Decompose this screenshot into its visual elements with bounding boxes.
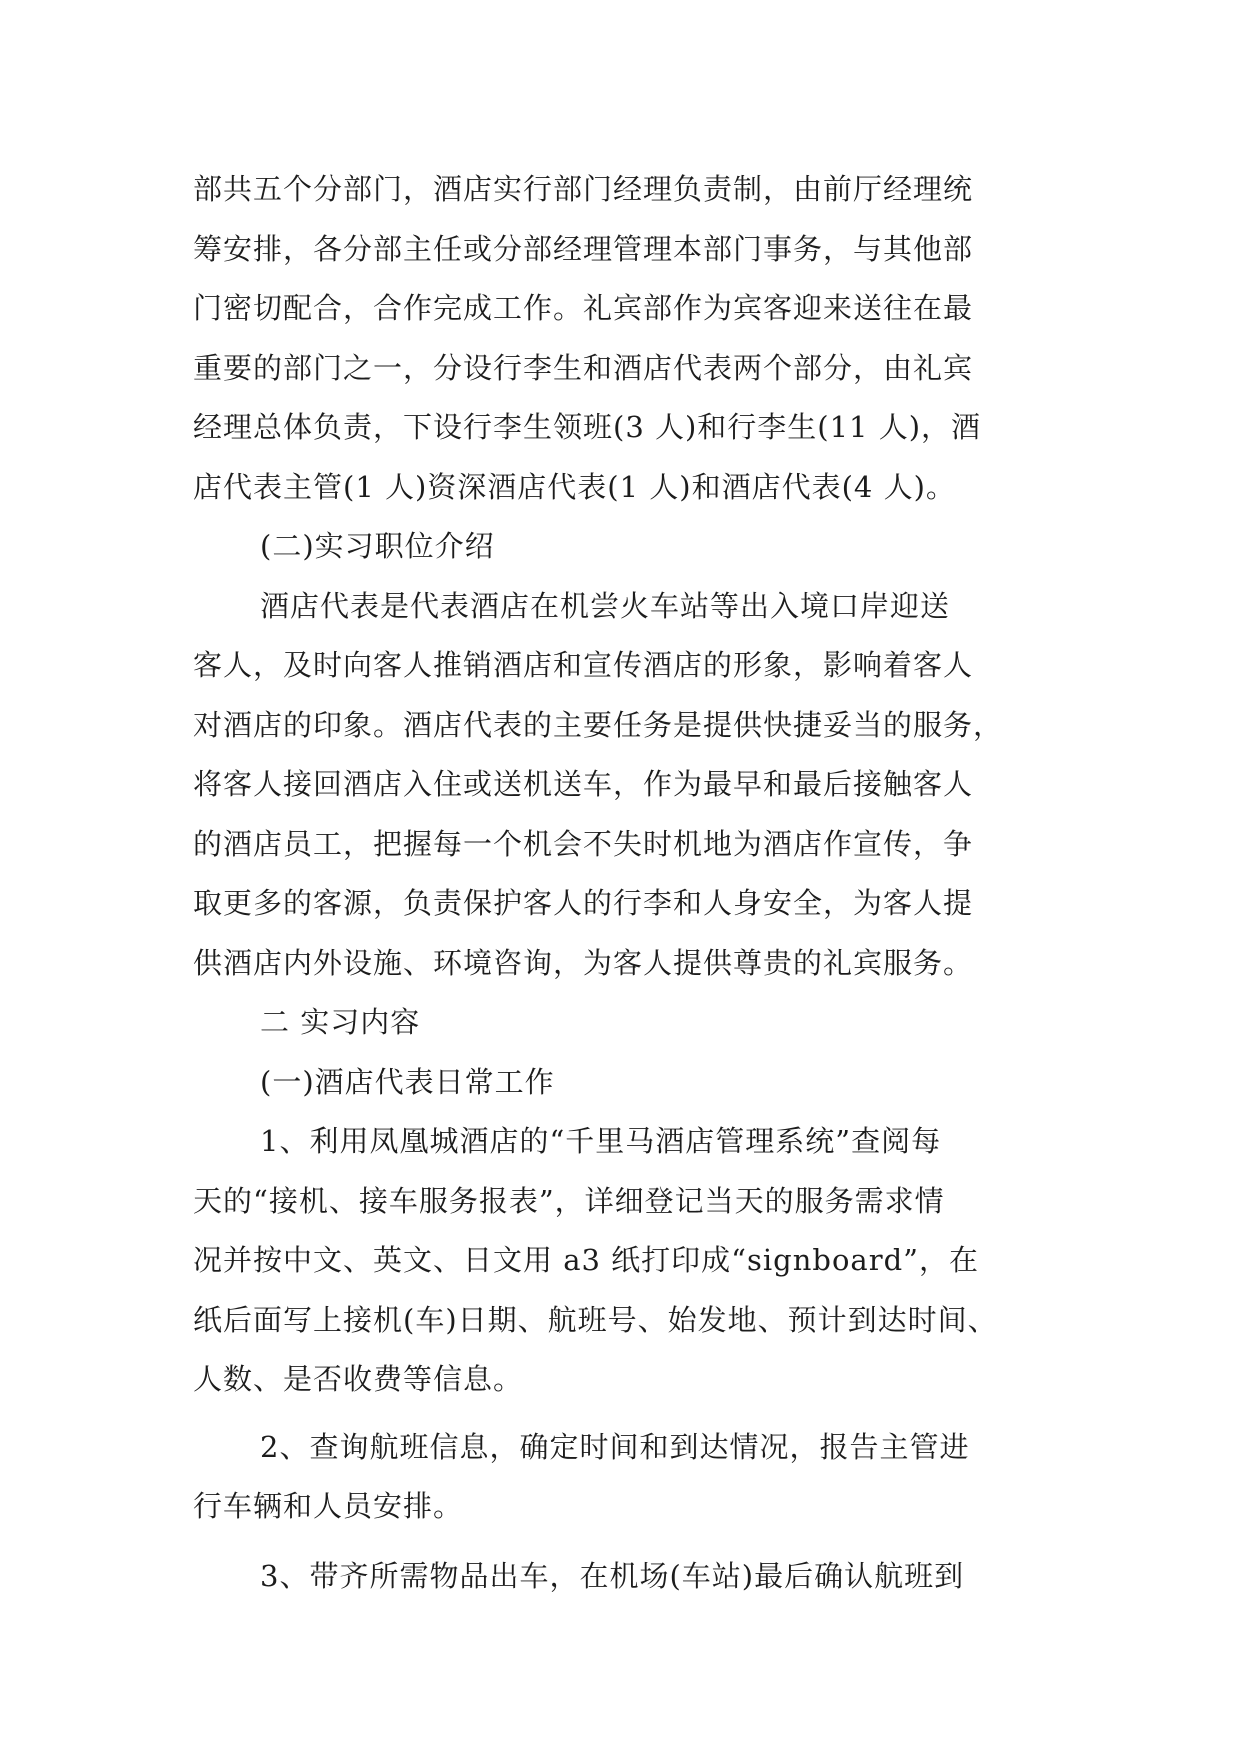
section-heading: 二 实习内容: [260, 1005, 421, 1039]
paragraph-line: 将客人接回酒店入住或送机送车，作为最早和最后接触客人: [193, 767, 974, 801]
paragraph-line: 人数、是否收费等信息。: [193, 1362, 524, 1396]
paragraph-line: 1、利用凤凰城酒店的“千里马酒店管理系统”查阅每: [260, 1124, 942, 1158]
paragraph-line: 经理总体负责，下设行李生领班(3 人)和行李生(11 人)，酒: [193, 410, 982, 444]
paragraph-line: 3、带齐所需物品出车，在机场(车站)最后确认航班到: [260, 1558, 965, 1593]
paragraph-line: 的酒店员工，把握每一个机会不失时机地为酒店作宣传，争: [193, 826, 974, 861]
paragraph-line: 部共五个分部门，酒店实行部门经理负责制，由前厅经理统: [193, 172, 974, 206]
paragraph-line: 店代表主管(1 人)资深酒店代表(1 人)和酒店代表(4 人)。: [193, 469, 956, 504]
paragraph-line: 门密切配合，合作完成工作。礼宾部作为宾客迎来送往在最: [193, 291, 974, 325]
paragraph-line: 取更多的客源，负责保护客人的行李和人身安全，为客人提: [193, 886, 974, 920]
paragraph-line: 重要的部门之一，分设行李生和酒店代表两个部分，由礼宾: [193, 350, 974, 385]
paragraph-line: 况并按中文、英文、日文用 a3 纸打印成“signboard”，在: [193, 1243, 979, 1277]
paragraph-line: 行车辆和人员安排。: [193, 1489, 464, 1523]
paragraph-line: 2、查询航班信息，确定时间和到达情况，报告主管进: [260, 1429, 970, 1464]
section-heading: (二)实习职位介绍: [260, 529, 495, 563]
paragraph-line: 客人，及时向客人推销酒店和宣传酒店的形象，影响着客人: [193, 648, 974, 682]
subsection-heading: (一)酒店代表日常工作: [260, 1064, 555, 1099]
paragraph-line: 酒店代表是代表酒店在机尝火车站等出入境口岸迎送: [260, 588, 951, 623]
paragraph-line: 天的“接机、接车服务报表”，详细登记当天的服务需求情: [193, 1183, 945, 1218]
paragraph-line: 筹安排，各分部主任或分部经理管理本部门事务，与其他部: [193, 231, 974, 266]
paragraph-line: 对酒店的印象。酒店代表的主要任务是提供快捷妥当的服务，: [193, 707, 1004, 742]
paragraph-line: 供酒店内外设施、环境咨询，为客人提供尊贵的礼宾服务。: [193, 945, 974, 980]
document-body: [193, 160, 1053, 1606]
paragraph-line: 纸后面写上接机(车)日期、航班号、始发地、预计到达时间、: [193, 1302, 998, 1337]
